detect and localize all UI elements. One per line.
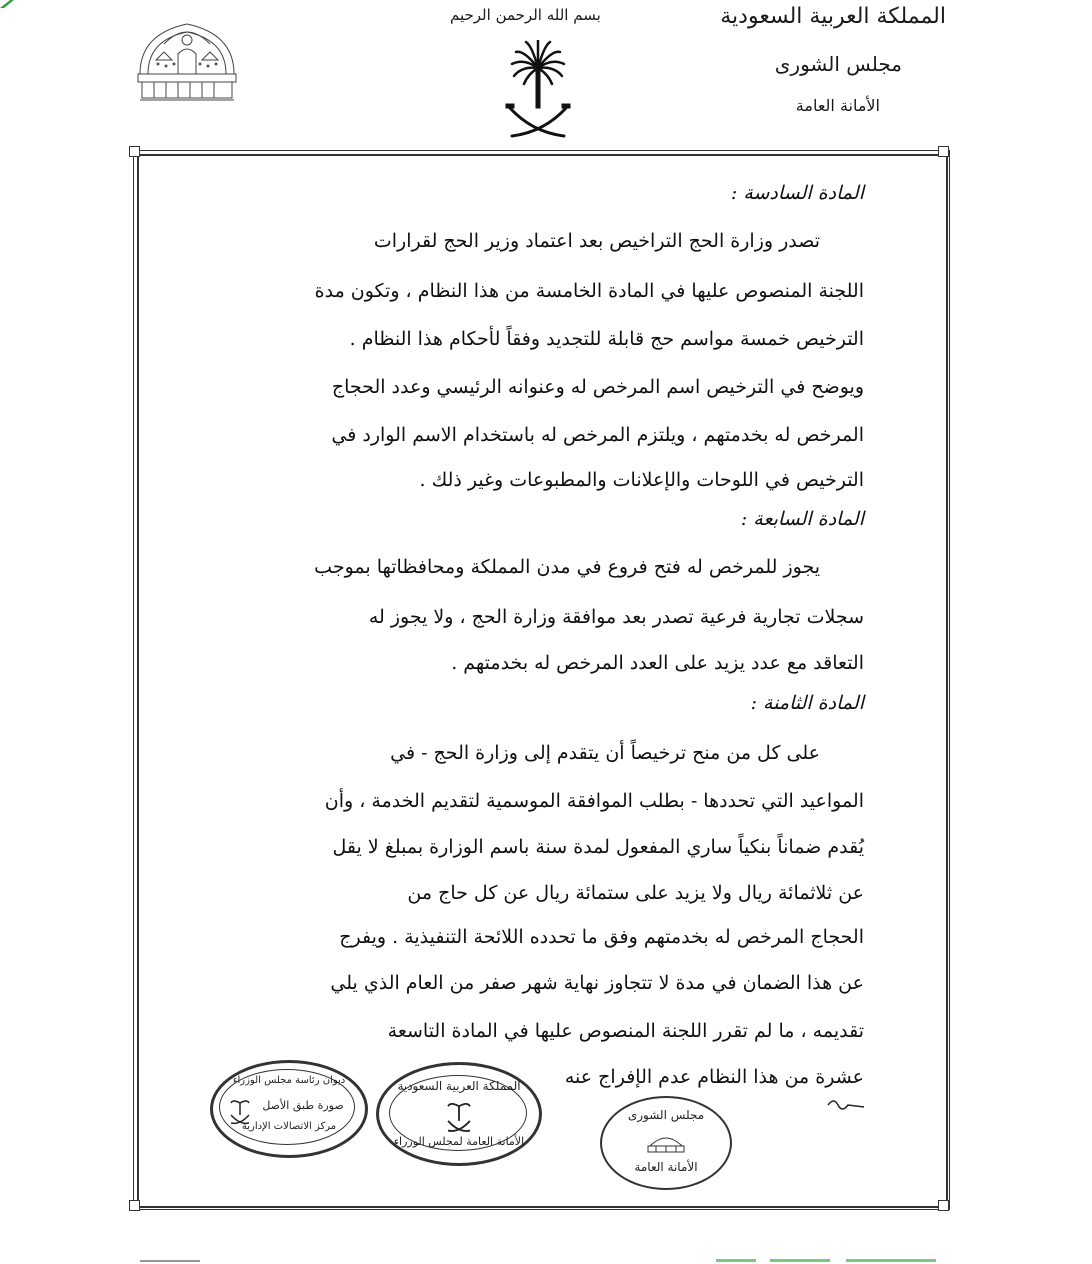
council-name: مجلس الشورى — [774, 52, 902, 76]
article-6-line: اللجنة المنصوص عليها في المادة الخامسة من هذا النظام ، وتكون مدة — [314, 280, 864, 302]
page-frame-inner — [137, 154, 948, 1208]
frame-corner-ornament — [129, 1200, 140, 1211]
article-8-line: على كل من منح ترخيصاً أن يتقدم إلى وزارة الحج - في — [390, 742, 820, 764]
article-7-heading: المادة السابعة : — [740, 508, 864, 530]
article-8-line: الحجاج المرخص له بخدمتهم وفق ما تحدده اللائحة التنفيذية . ويفرج — [339, 926, 864, 948]
article-8-line: المواعيد التي تحددها - بطلب الموافقة الموسمية لتقديم الخدمة ، وأن — [324, 790, 864, 812]
article-7-line: سجلات تجارية فرعية تصدر بعد موافقة وزارة الحج ، ولا يجوز له — [368, 606, 864, 628]
stamp-middle-top: المملكة العربية السعودية — [397, 1079, 521, 1093]
frame-corner-ornament — [938, 146, 949, 157]
article-6-line: الترخيص في اللوحات والإعلانات والمطبوعات وغير ذلك . — [419, 469, 864, 491]
stamp-cabinet-secretariat — [376, 1062, 542, 1166]
emblem-mini-icon — [445, 1099, 473, 1133]
stamp-middle-bottom: الأمانة العامة لمجلس الوزراء — [393, 1135, 525, 1148]
article-8-line: تقديمه ، ما لم تقرر اللجنة المنصوص عليها في المادة التاسعة — [387, 1020, 864, 1042]
stamp-shura-council — [600, 1096, 732, 1190]
article-6-line: ويوضح في الترخيص اسم المرخص له وعنوانه الرئيسي وعدد الحجاج — [331, 376, 864, 398]
secretariat-name: الأمانة العامة — [795, 96, 880, 115]
stamp-left-line-2: صورة طبق الأصل — [262, 1099, 344, 1112]
stamp-true-copy — [210, 1060, 368, 1158]
footer-scan-artifact — [0, 1256, 1092, 1264]
shura-building-logo-icon — [134, 14, 240, 104]
shura-building-mini-icon — [646, 1130, 686, 1154]
corner-mark-icon — [0, 0, 14, 8]
signature-mark — [826, 1095, 866, 1113]
stamp-left-line-1: ديوان رئاسة مجلس الوزراء — [232, 1075, 346, 1086]
frame-corner-ornament — [129, 146, 140, 157]
basmala-text: بسم الله الرحمن الرحيم — [450, 6, 601, 24]
article-6-line: تصدر وزارة الحج التراخيص بعد اعتماد وزير الحج لقرارات — [373, 230, 820, 252]
stamp-right-top: مجلس الشورى — [627, 1108, 705, 1122]
palm-swords-emblem-icon — [502, 40, 574, 140]
article-6-line: المرخص له بخدمتهم ، ويلتزم المرخص له باستخدام الاسم الوارد في — [331, 424, 864, 446]
article-8-line: يُقدم ضماناً بنكياً ساري المفعول لمدة سنة باسم الوزارة بمبلغ لا يقل — [332, 836, 864, 858]
article-8-line: عشرة من هذا النظام عدم الإفراج عنه — [564, 1066, 864, 1088]
stamp-left-line-3: مركز الاتصالات الإدارية — [241, 1121, 337, 1132]
article-8-line: عن ثلاثمائة ريال ولا يزيد على ستمائة ريال عن كل حاج من — [407, 882, 864, 904]
article-7-line: يجوز للمرخص له فتح فروع في مدن المملكة ومحافظاتها بموجب — [314, 556, 820, 578]
article-8-line: عن هذا الضمان في مدة لا تتجاوز نهاية شهر صفر من العام الذي يلي — [330, 972, 864, 994]
article-6-line: الترخيص خمسة مواسم حج قابلة للتجديد وفقاً لأحكام هذا النظام . — [349, 328, 864, 350]
frame-corner-ornament — [938, 1200, 949, 1211]
article-6-heading: المادة السادسة : — [730, 182, 864, 204]
kingdom-name: المملكة العربية السعودية — [720, 4, 946, 29]
stamp-right-bottom: الأمانة العامة — [634, 1160, 698, 1174]
article-8-heading: المادة الثامنة : — [750, 692, 864, 714]
emblem-mini-icon — [229, 1097, 251, 1125]
article-7-line: التعاقد مع عدد يزيد على العدد المرخص له بخدمتهم . — [451, 652, 864, 674]
